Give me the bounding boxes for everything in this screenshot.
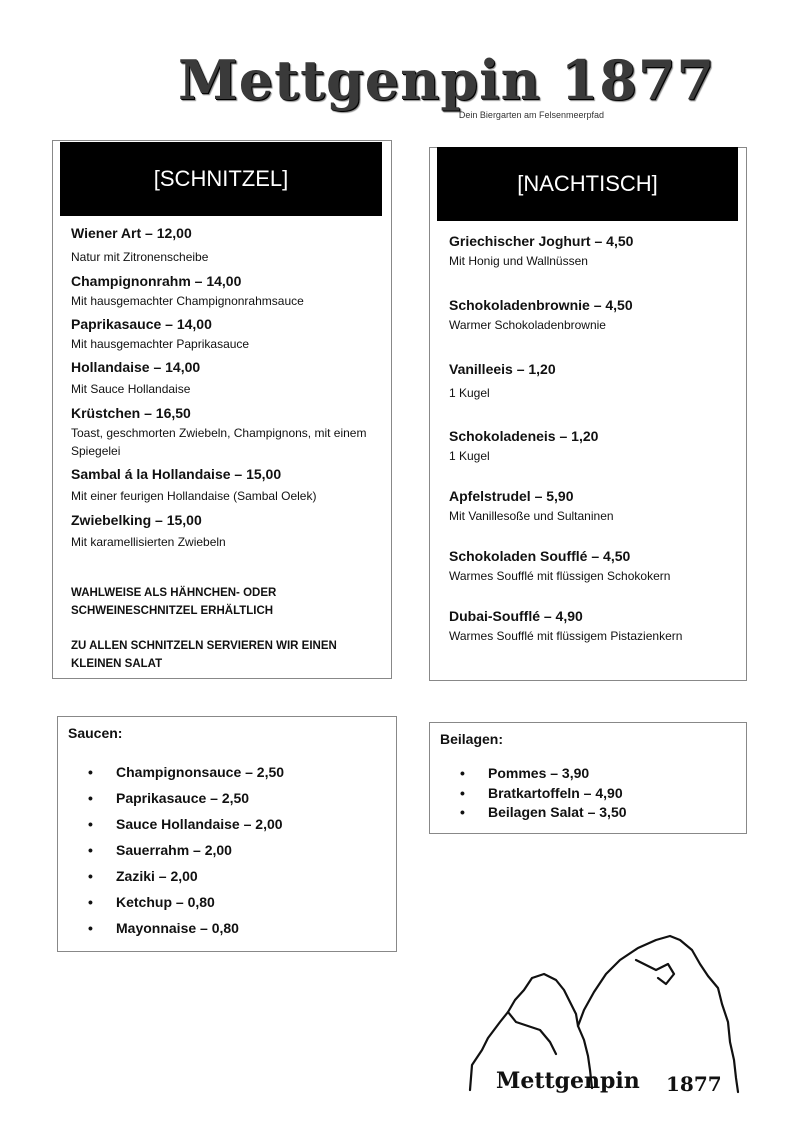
saucen-list xyxy=(88,762,284,944)
item-desc: Mit karamellisierten Zwiebeln xyxy=(71,535,226,549)
item-name: Griechischer Joghurt – 4,50 xyxy=(449,233,634,249)
item-desc: Mit hausgemachter Paprikasauce xyxy=(71,337,250,351)
menu-item xyxy=(449,428,732,465)
item-desc: Mit hausgemachter Champignonrahmsauce xyxy=(71,294,304,308)
menu-item xyxy=(449,297,732,334)
menu-item xyxy=(71,225,377,266)
schnitzel-note-choice: WAHLWEISE ALS HÄHNCHEN- ODER SCHWEINESCHNITZEL ERHÄLTLICH xyxy=(71,587,277,617)
item-desc: Mit Honig und Wallnüssen xyxy=(449,254,588,268)
menu-item xyxy=(71,359,377,398)
item-name: Zwiebelking – 15,00 xyxy=(71,512,202,528)
item-name: Sambal á la Hollandaise – 15,00 xyxy=(71,466,282,482)
list-item: • Zaziki – 2,00 xyxy=(88,866,284,892)
item-name: Apfelstrudel – 5,90 xyxy=(449,488,574,504)
item-desc: 1 Kugel xyxy=(449,386,490,400)
footer-logo xyxy=(460,930,750,1100)
item-desc: Mit einer feurigen Hollandaise (Sambal Oelek) xyxy=(71,489,317,503)
schnitzel-section xyxy=(52,140,392,679)
item-name: Schokoladenbrownie – 4,50 xyxy=(449,297,633,313)
brand-tagline: Dein Biergarten am Felsenmeerpfad xyxy=(458,110,604,120)
list-item: • Bratkartoffeln – 4,90 xyxy=(460,784,627,804)
list-item: • Ketchup – 0,80 xyxy=(88,892,284,918)
item-desc: Toast, geschmorten Zwiebeln, Champignons, mit einem Spiegelei xyxy=(71,426,367,458)
list-item: • Paprikasauce – 2,50 xyxy=(88,788,284,814)
item-name: Wiener Art – 12,00 xyxy=(71,225,192,241)
beilagen-list xyxy=(460,764,627,823)
schnitzel-note-salad: ZU ALLEN SCHNITZELN SERVIEREN WIR EINEN KLEINEN SALAT xyxy=(71,640,337,670)
list-item: • Sauce Hollandaise – 2,00 xyxy=(88,814,284,840)
menu-item xyxy=(449,361,732,402)
schnitzel-title: [SCHNITZEL] xyxy=(60,142,382,216)
item-desc: Warmer Schokoladenbrownie xyxy=(449,318,606,332)
list-item: • Beilagen Salat – 3,50 xyxy=(460,803,627,823)
nachtisch-section xyxy=(429,147,747,681)
nachtisch-title: [NACHTISCH] xyxy=(437,147,738,221)
saucen-section xyxy=(57,716,397,952)
menu-item xyxy=(449,548,732,585)
item-name: Champignonrahm – 14,00 xyxy=(71,273,242,289)
menu-item xyxy=(449,488,732,525)
item-name: Schokoladeneis – 1,20 xyxy=(449,428,599,444)
item-desc: Mit Vanillesoße und Sultaninen xyxy=(449,509,614,523)
footer-logo-year: 1877 xyxy=(666,1072,722,1096)
saucen-title: Saucen: xyxy=(68,725,123,741)
list-item: • Sauerrahm – 2,00 xyxy=(88,840,284,866)
item-desc: Warmes Soufflé mit flüssigem Pistazienkern xyxy=(449,629,683,643)
item-desc: Warmes Soufflé mit flüssigen Schokokern xyxy=(449,569,671,583)
menu-item xyxy=(71,512,377,551)
beilagen-section xyxy=(429,722,747,834)
menu-item xyxy=(71,405,377,460)
item-name: Schokoladen Soufflé – 4,50 xyxy=(449,548,631,564)
item-name: Vanilleeis – 1,20 xyxy=(449,361,556,377)
item-desc: Mit Sauce Hollandaise xyxy=(71,382,191,396)
menu-item xyxy=(71,273,377,310)
menu-item xyxy=(449,608,732,645)
menu-item xyxy=(71,466,377,505)
list-item: • Champignonsauce – 2,50 xyxy=(88,762,284,788)
item-name: Dubai-Soufflé – 4,90 xyxy=(449,608,583,624)
list-item: • Mayonnaise – 0,80 xyxy=(88,918,284,944)
beilagen-title: Beilagen: xyxy=(440,731,504,747)
footer-logo-name: Mettgenpin xyxy=(496,1068,640,1094)
item-name: Paprikasauce – 14,00 xyxy=(71,316,212,332)
brand-logo xyxy=(178,48,716,122)
menu-item xyxy=(71,316,377,353)
list-item: • Pommes – 3,90 xyxy=(460,764,627,784)
item-desc: Natur mit Zitronenscheibe xyxy=(71,250,209,264)
item-desc: 1 Kugel xyxy=(449,449,490,463)
item-name: Krüstchen – 16,50 xyxy=(71,405,191,421)
brand-name: Mettgenpin 1877 xyxy=(178,48,716,112)
item-name: Hollandaise – 14,00 xyxy=(71,359,201,375)
menu-item xyxy=(449,233,732,270)
